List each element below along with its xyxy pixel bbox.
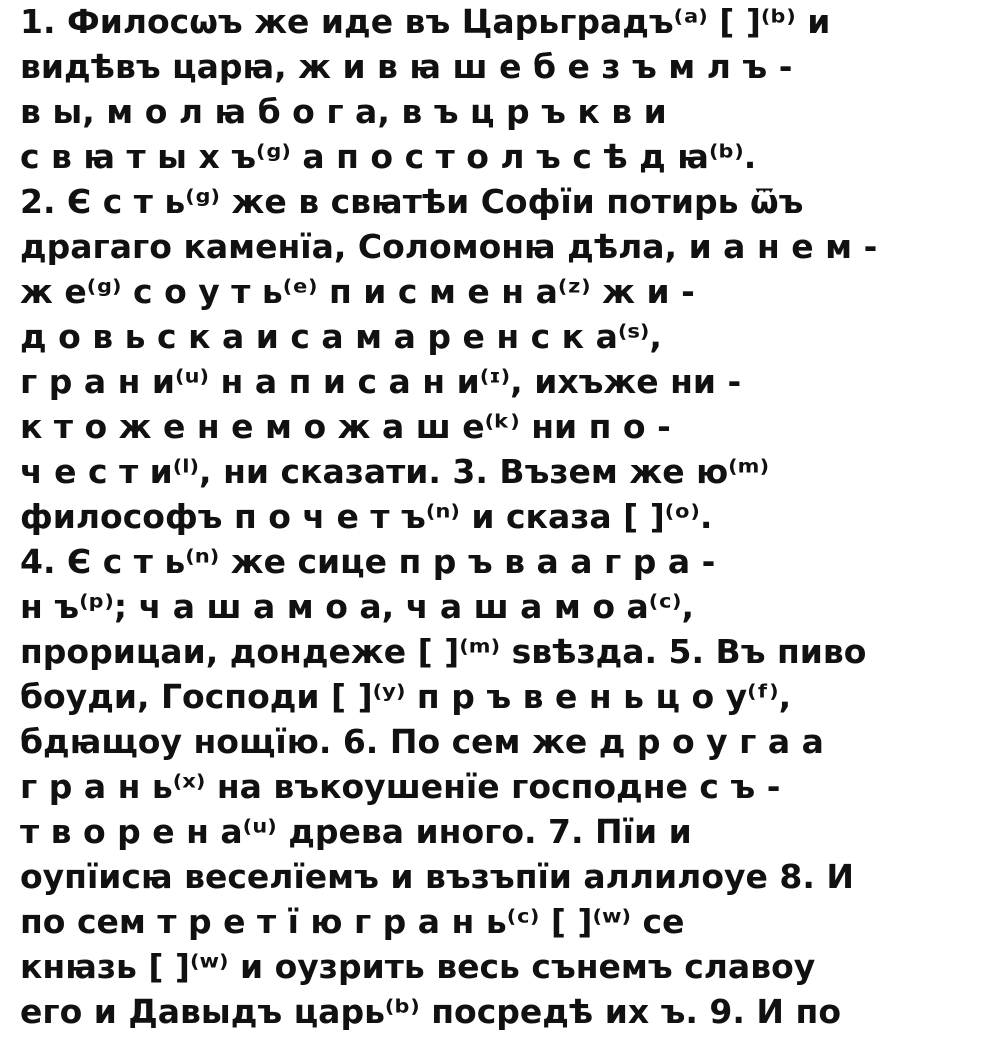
text-line-11: ч е с т и⁽ˡ⁾, ни сказати. 3. Възем же ю⁽ᵐ⁾ [20,452,770,491]
text-line-17: бдꙗщоу нощїю. 6. По сем же д р о у г а а [20,722,824,761]
text-line-9: г р а н и⁽ᵘ⁾ н а п и с а н и⁽ᶦ⁾, ихъже ни - [20,362,742,401]
text-line-21: по сем т р е т ї ю г р а н ь⁽ᶜ⁾ [ ]⁽ʷ⁾ се [20,902,685,941]
text-line-5: 2. Є с т ь⁽ᵍ⁾ же в свꙗтѣи Софїи потирь ѿъ [20,182,804,221]
text-line-19: т в о р е н а⁽ᵘ⁾ древа иного. 7. Пїи и [20,812,692,851]
text-line-14: н ъ⁽ᵖ⁾; ч а ш а м о а, ч а ш а м о а⁽ᶜ⁾, [20,587,694,626]
text-line-7: ж е⁽ᵍ⁾ с о у т ь⁽ᵉ⁾ п и с м е н а⁽ᶻ⁾ ж и - [20,272,695,311]
text-line-2: видѣвъ царꙗ, ж и в ꙗ ш е б е з ъ м л ъ - [20,47,793,86]
text-line-12: философъ п о ч е т ъ⁽ⁿ⁾ и сказа [ ]⁽ᵒ⁾. [20,497,713,536]
text-line-1: 1. Филосѡъ же иде въ Царьградъ⁽ᵃ⁾ [ ]⁽ᵇ⁾ и [20,2,831,41]
text-line-22: кнꙗзь [ ]⁽ʷ⁾ и оузрить весь сънемъ славоу [20,947,816,986]
text-line-15: прорицаи, дондеже [ ]⁽ᵐ⁾ sвѣзда. 5. Въ пиво [20,632,867,671]
text-line-4: с в ꙗ т ы х ъ⁽ᵍ⁾ а п о с т о л ъ с ѣ д ꙗ⁽ᵇ⁾. [20,137,757,176]
text-line-20: оупїисꙗ веселїемъ и възъпїи аллилоуе 8. И [20,857,854,896]
text-line-10: к т о ж е н е м о ж а ш е⁽ᵏ⁾ ни п о - [20,407,671,446]
text-line-8: д о в ь с к а и с а м а р е н с к а⁽ˢ⁾, [20,317,662,356]
text-line-6: драгаго каменїа, Соломонꙗ дѣла, и а н е м - [20,227,878,266]
text-line-3: в ы, м о л ꙗ б о г а, в ъ ц р ъ к в и [20,92,667,131]
text-line-23: его и Давыдъ царь⁽ᵇ⁾ посредѣ их ъ. 9. И по [20,992,841,1031]
text-line-16: боуди, Господи [ ]⁽ʸ⁾ п р ъ в е н ь ц о у⁽ᶠ⁾, [20,677,792,716]
text-line-18: г р а н ь⁽ˣ⁾ на въкоушенїе господне с ъ - [20,767,781,806]
text-line-13: 4. Є с т ь⁽ⁿ⁾ же сице п р ъ в а а г р а - [20,542,716,581]
